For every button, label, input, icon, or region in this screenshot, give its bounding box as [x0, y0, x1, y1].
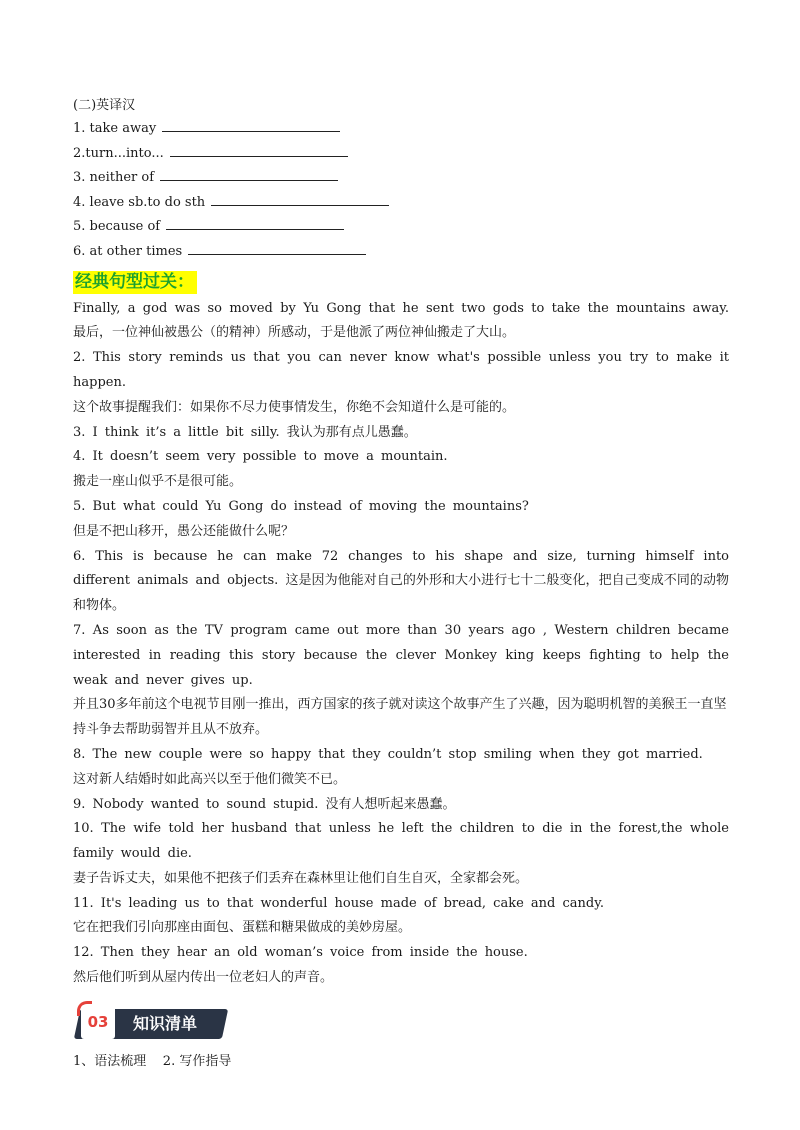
section-badge: [73, 1001, 729, 1051]
translate-item: 3. neither of: [73, 166, 729, 191]
sentence-zh: 然后他们听到从屋内传出一位老妇人的声音。: [73, 970, 334, 986]
answer-blank[interactable]: [188, 242, 366, 255]
translate-list: [73, 117, 729, 265]
knowledge-list: 1、语法梳理 2. 写作指导: [73, 1053, 232, 1069]
sentence-en: 3. I think it’s a little bit silly. 我认为那有点儿愚蠢。: [73, 424, 417, 440]
sentence-zh: 搬走一座山似乎不是很可能。: [73, 474, 243, 490]
sentence-en: 7. As soon as the TV program came out more than 30 years ago , Western children became interested in reading this story because the clever Monkey king keeps fighting to help the weak and never gives up.: [73, 622, 729, 688]
sentence-en: 10. The wife told her husband that unless he left the children to die in the forest,the whole family would die.: [73, 821, 729, 862]
badge-title: 知识清单: [133, 1013, 198, 1033]
sentence-zh: 并且30多年前这个电视节目刚一推出，西方国家的孩子就对读这个故事产生了兴趣，因为聪明机智的美猴王一直坚持斗争去帮助弱智并且从不放弃。: [73, 697, 727, 738]
content: [73, 95, 729, 1073]
sentence-zh: 妻子告诉丈夫，如果他不把孩子们丢弃在森林里让他们自生自灭，全家都会死。: [73, 870, 529, 886]
badge-number: 03: [81, 1005, 115, 1039]
sentence-zh: 它在把我们引向那座由面包、蛋糕和糖果做成的美妙房屋。: [73, 920, 412, 936]
translate-item: 2.turn...into...: [73, 142, 729, 167]
sentence-en: 6. This is because he can make 72 changes to his shape and size, turning himself into different animals and objects. 这是因为他能对自己的外形和大小进行七十二般变化，把自己变成不同的动物和物体。: [73, 548, 729, 614]
translate-item: 5. because of: [73, 215, 729, 240]
sentence-en: 2. This story reminds us that you can never know what's possible unless you try to make it happen.: [73, 350, 729, 390]
translate-item: 4. leave sb.to do sth: [73, 191, 729, 216]
sentence-zh: 这个故事提醒我们：如果你不尽力使事情发生，你绝不会知道什么是可能的。: [73, 399, 516, 415]
sentence-en: Finally, a god was so moved by Yu Gong that he sent two gods to take the mountains away.: [73, 300, 729, 316]
sentence-en: 9. Nobody wanted to sound stupid. 没有人想听起来愚蠢。: [73, 796, 456, 812]
answer-blank[interactable]: [160, 168, 338, 181]
sentence-zh: 最后，一位神仙被愚公（的精神）所感动，于是他派了两位神仙搬走了大山。: [73, 325, 516, 341]
section-heading: 经典句型过关：: [73, 271, 197, 294]
answer-blank[interactable]: [162, 119, 340, 132]
sentence-en: 12. Then they hear an old woman’s voice from inside the house.: [73, 945, 528, 961]
sentence-en: 5. But what could Yu Gong do instead of moving the mountains?: [73, 498, 529, 514]
sentence-en: 11. It's leading us to that wonderful house made of bread, cake and candy.: [73, 895, 604, 911]
heading-box: [73, 271, 197, 293]
sentence-zh: 但是不把山移开，愚公还能做什么呢？: [73, 523, 295, 539]
sentence-en: 4. It doesn’t seem very possible to move a mountain.: [73, 449, 448, 465]
translate-item: 6. at other times: [73, 240, 729, 265]
sentence-list: [73, 297, 729, 991]
sentence-zh: 这对新人结婚时如此高兴以至于他们微笑不已。: [73, 771, 347, 787]
section-title: (二)英译汉: [73, 98, 136, 113]
answer-blank[interactable]: [170, 144, 348, 157]
sentence-en: 8. The new couple were so happy that they couldn’t stop smiling when they got married.: [73, 746, 703, 762]
answer-blank[interactable]: [166, 217, 344, 230]
translate-item: 1. take away: [73, 117, 729, 142]
answer-blank[interactable]: [211, 193, 389, 206]
